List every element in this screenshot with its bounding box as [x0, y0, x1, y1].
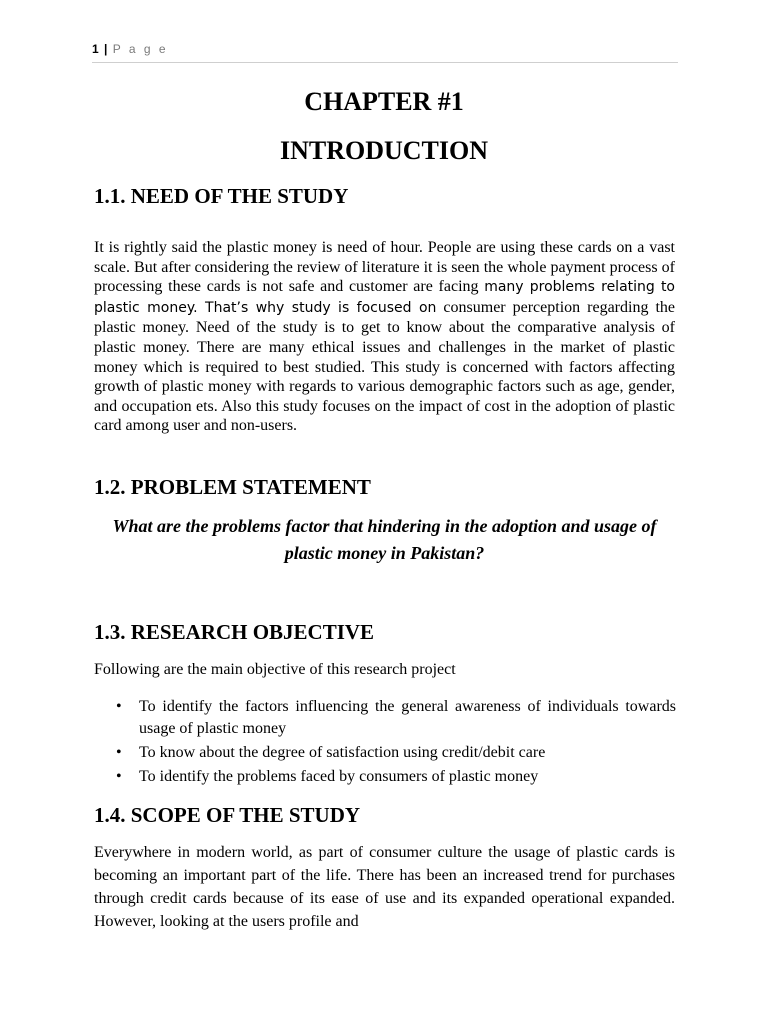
page-number: 1 — [92, 42, 99, 56]
list-item-text: To identify the factors influencing the general awareness of individuals towards usage of plastic money — [139, 698, 676, 737]
bullet-icon: • — [116, 744, 122, 761]
problem-statement-question: What are the problems factor that hindering in the adoption and usage of plastic money in Pakistan? — [112, 516, 657, 563]
list-item-text: To identify the problems faced by consumers of plastic money — [139, 768, 539, 785]
section-heading-research-objective: 1.3. RESEARCH OBJECTIVE — [94, 620, 375, 644]
scope-paragraph: Everywhere in modern world, as part of consumer culture the usage of plastic cards is becoming an important part of the life. There has been an increased trend for purchases through credit cards because of its ease of use and its expanded operational expanded. However, looking at the users profile and — [94, 844, 675, 930]
bullet-icon: • — [116, 768, 122, 785]
bullet-icon: • — [116, 698, 122, 715]
section-heading-scope: 1.4. SCOPE OF THE STUDY — [94, 803, 361, 827]
list-item — [116, 696, 676, 740]
section-heading-problem-statement: 1.2. PROBLEM STATEMENT — [94, 475, 371, 499]
research-objective-list — [116, 696, 676, 790]
page-header — [92, 42, 168, 56]
research-objective-intro: Following are the main objective of this research project — [94, 661, 456, 678]
chapter-title: INTRODUCTION — [279, 136, 489, 165]
paragraph-text-alt-font: many problems relating to plastic money. That’s why study is focused on — [94, 279, 675, 316]
paragraph-text: consumer perception regarding the plastic money. Need of the study is to get to know about the comparative analysis of plastic money. There are many ethical issues and challenges in the market of plastic money which is required to best studied. This study is concerned with factors affecting growth of plastic money with regards to various demographic factors such as age, gender, and occupation ets. Also this study focuses on the impact of cost in the adoption of plastic card among user and non-users. — [94, 298, 675, 435]
page-label: P a g e — [112, 42, 169, 56]
list-item-text: To know about the degree of satisfaction using credit/debit care — [139, 744, 546, 761]
header-divider — [92, 62, 678, 63]
section-heading-need-of-study: 1.1. NEED OF THE STUDY — [94, 184, 349, 208]
list-item — [116, 766, 676, 788]
paragraph-text: It is rightly said the plastic money is need of hour. People are using these cards on a vast scale. But after considering the review of literature it is seen the whole payment process of processing these cards is not safe and customer are facing — [94, 239, 675, 296]
chapter-number: CHAPTER #1 — [304, 87, 464, 116]
list-item — [116, 742, 676, 764]
need-of-study-paragraph — [94, 238, 675, 436]
header-separator: | — [104, 42, 108, 56]
